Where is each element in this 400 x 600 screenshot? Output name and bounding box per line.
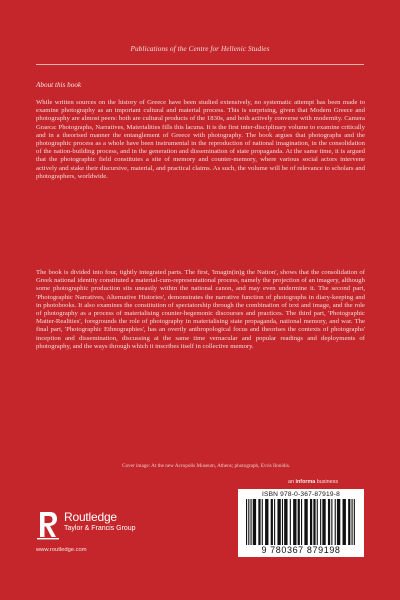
- barcode-bar: [348, 499, 350, 545]
- informa-suffix: business: [315, 479, 339, 485]
- barcode-bar: [271, 499, 273, 545]
- barcode-bar: [262, 499, 263, 545]
- barcode: [246, 499, 356, 545]
- barcode-bar: [337, 499, 340, 545]
- barcode-bar: [284, 499, 287, 545]
- barcode-bar: [248, 499, 249, 545]
- series-title: Publications of the Centre for Hellenic Studies: [130, 45, 270, 53]
- barcode-bar: [310, 499, 312, 545]
- barcode-bar: [317, 499, 318, 545]
- divider: [36, 64, 364, 65]
- isbn-label: ISBN 978-0-367-87919-8: [261, 491, 341, 498]
- barcode-bar: [290, 499, 291, 545]
- barcode-bar: [293, 499, 296, 545]
- barcode-bar: [258, 499, 260, 545]
- about-heading: About this book: [36, 81, 82, 89]
- barcode-bar: [335, 499, 336, 545]
- barcode-bar: [253, 499, 256, 545]
- barcode-bar: [274, 499, 275, 545]
- barcode-bar: [277, 499, 280, 545]
- informa-tagline: [288, 479, 338, 485]
- barcode-bar: [282, 499, 283, 545]
- routledge-logo-icon: [36, 510, 60, 540]
- informa-prefix: an: [288, 479, 296, 485]
- description-paragraph-1: While written sources on the history of Greece have been studied extensively, no systematic attempt has been made to examine photography as an important cultural and material process. This is surprising, given that Modern Greece and photography are almost peers: both are cultural products of the 1830s, and both actively converse with modernity. Camera Graeca: Photographs, Narratives, Materialities fills this lacuna. It is the first inter-disciplinary volume to examine critically and in a theorised manner the entanglement of Greece with photography. The book argues that photographs and the photographic process as a whole have been instrumental in the reproduction of national imagination, in the consolidation of the nation-building process, and in the generation and dissemination of state propaganda. At the same time, it is argued that the photographic field constitutes a site of memory and counter-memory, where various social actors intervene actively and stake their discursive, material, and practical claims. As such, the volume will be of relevance to scholars and photographers, worldwide.: [36, 99, 365, 180]
- barcode-bar: [301, 499, 302, 545]
- publisher-brand: [64, 510, 136, 533]
- barcode-bar: [304, 499, 307, 545]
- publisher-url[interactable]: www.routledge.com: [36, 547, 87, 553]
- barcode-bar: [354, 499, 355, 545]
- barcode-bar: [313, 499, 315, 545]
- publisher-name: Routledge: [64, 510, 117, 524]
- barcode-bar: [322, 499, 325, 545]
- barcode-number: 9 780367 879198: [261, 545, 341, 555]
- cover-image-caption: Cover image: At the new Acropolis Museum, Athens; photograph, Evris Ilonidis.: [122, 463, 291, 469]
- barcode-bar: [328, 499, 330, 545]
- barcode-bar: [265, 499, 268, 545]
- barcode-bar: [331, 499, 332, 545]
- description-paragraph-2: The book is divided into four, tightly integrated parts. The first, 'Imagin(in)g the Nation', shows that the consolidation of Greek national identity constituted a material-cum-representational process, namely the projection of an imagery, although some photographic production sits uneasily within the national canon, and may even undermine it. The second part, 'Photographic Narratives, Alternative Histories', demonstrates the narrative function of photographs in diary-keeping and in photobooks. It also examines the constitution of spectatorship through the combination of text and image, and the role of photography as a process of materialising counter-hegemonic discourses and practices. The third part, 'Photographic Matter-Realities', foregrounds the role of photography in materialising state propaganda, national memory, and war. The final part, 'Photographic Ethnographies', has an overtly anthropological focus and theorises the contexts of photographs' inception and dissemination, discussing at the same time vernacular and popular readings and deployments of photography, and the ways through which it inscribes itself in collective memory.: [36, 269, 365, 350]
- barcode-bar: [250, 499, 251, 545]
- barcode-bar: [352, 499, 353, 545]
- barcode-bar: [320, 499, 321, 545]
- barcode-bar: [246, 499, 247, 545]
- barcode-bar: [343, 499, 346, 545]
- informa-brand: informa: [295, 479, 316, 485]
- barcode-bar: [298, 499, 300, 545]
- isbn-barcode-box: [238, 489, 364, 557]
- publisher-group: Taylor & Francis Group: [64, 525, 136, 532]
